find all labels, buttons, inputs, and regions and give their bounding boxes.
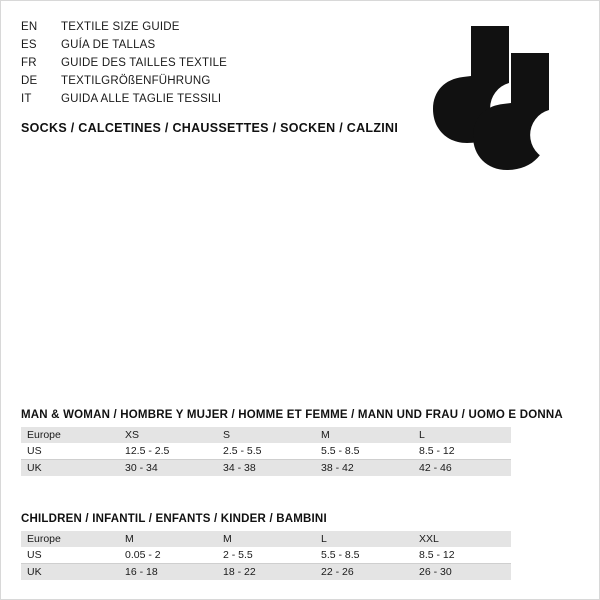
cell-value: 0.05 - 2 xyxy=(119,547,217,564)
row-label: US xyxy=(21,443,119,460)
cell-value: 18 - 22 xyxy=(217,564,315,581)
cell-value: 38 - 42 xyxy=(315,460,413,477)
cell-value: S xyxy=(217,427,315,443)
cell-value: 22 - 26 xyxy=(315,564,413,581)
language-text: GUÍA DE TALLAS xyxy=(61,39,156,51)
cell-value: 26 - 30 xyxy=(413,564,511,581)
language-row xyxy=(21,90,381,108)
language-text: TEXTILGRÖßENFÜHRUNG xyxy=(61,75,211,87)
cell-value: M xyxy=(315,427,413,443)
row-label: Europe xyxy=(21,427,119,443)
table-row xyxy=(21,547,511,564)
cell-value: 2 - 5.5 xyxy=(217,547,315,564)
cell-value: 8.5 - 12 xyxy=(413,547,511,564)
language-text: TEXTILE SIZE GUIDE xyxy=(61,21,180,33)
table-row xyxy=(21,564,511,581)
socks-illustration xyxy=(401,21,581,171)
cell-value: 30 - 34 xyxy=(119,460,217,477)
size-table-children xyxy=(21,531,511,580)
table-block-man-woman xyxy=(21,409,563,476)
product-category-title: SOCKS / CALCETINES / CHAUSSETTES / SOCKEN / CALZINI xyxy=(21,121,399,135)
cell-value: XXL xyxy=(413,531,511,547)
row-label: Europe xyxy=(21,531,119,547)
table-row xyxy=(21,427,511,443)
language-code: ES xyxy=(21,39,37,51)
cell-value: M xyxy=(217,531,315,547)
cell-value: 12.5 - 2.5 xyxy=(119,443,217,460)
cell-value: L xyxy=(315,531,413,547)
language-code: EN xyxy=(21,21,38,33)
row-label: UK xyxy=(21,460,119,477)
size-table-man-woman xyxy=(21,427,511,476)
cell-value: 5.5 - 8.5 xyxy=(315,547,413,564)
cell-value: 42 - 46 xyxy=(413,460,511,477)
language-text: GUIDE DES TAILLES TEXTILE xyxy=(61,57,228,69)
table-row xyxy=(21,531,511,547)
language-text: GUIDA ALLE TAGLIE TESSILI xyxy=(61,93,222,105)
table-row xyxy=(21,460,511,477)
row-label: US xyxy=(21,547,119,564)
language-code: DE xyxy=(21,75,38,87)
language-row xyxy=(21,36,381,54)
table-title: MAN & WOMAN / HOMBRE Y MUJER / HOMME ET FEMME / MANN UND FRAU / UOMO E DONNA xyxy=(21,409,563,421)
language-row xyxy=(21,72,381,90)
table-title: CHILDREN / INFANTIL / ENFANTS / KINDER / BAMBINI xyxy=(21,513,327,525)
row-label: UK xyxy=(21,564,119,581)
cell-value: XS xyxy=(119,427,217,443)
cell-value: 2.5 - 5.5 xyxy=(217,443,315,460)
cell-value: 34 - 38 xyxy=(217,460,315,477)
cell-value: M xyxy=(119,531,217,547)
cell-value: L xyxy=(413,427,511,443)
language-code: IT xyxy=(21,93,32,105)
cell-value: 5.5 - 8.5 xyxy=(315,443,413,460)
header xyxy=(21,18,399,135)
cell-value: 16 - 18 xyxy=(119,564,217,581)
language-row xyxy=(21,54,381,72)
cell-value: 8.5 - 12 xyxy=(413,443,511,460)
table-block-children xyxy=(21,513,481,580)
table-row xyxy=(21,443,511,460)
language-row xyxy=(21,18,381,36)
language-code: FR xyxy=(21,57,37,69)
